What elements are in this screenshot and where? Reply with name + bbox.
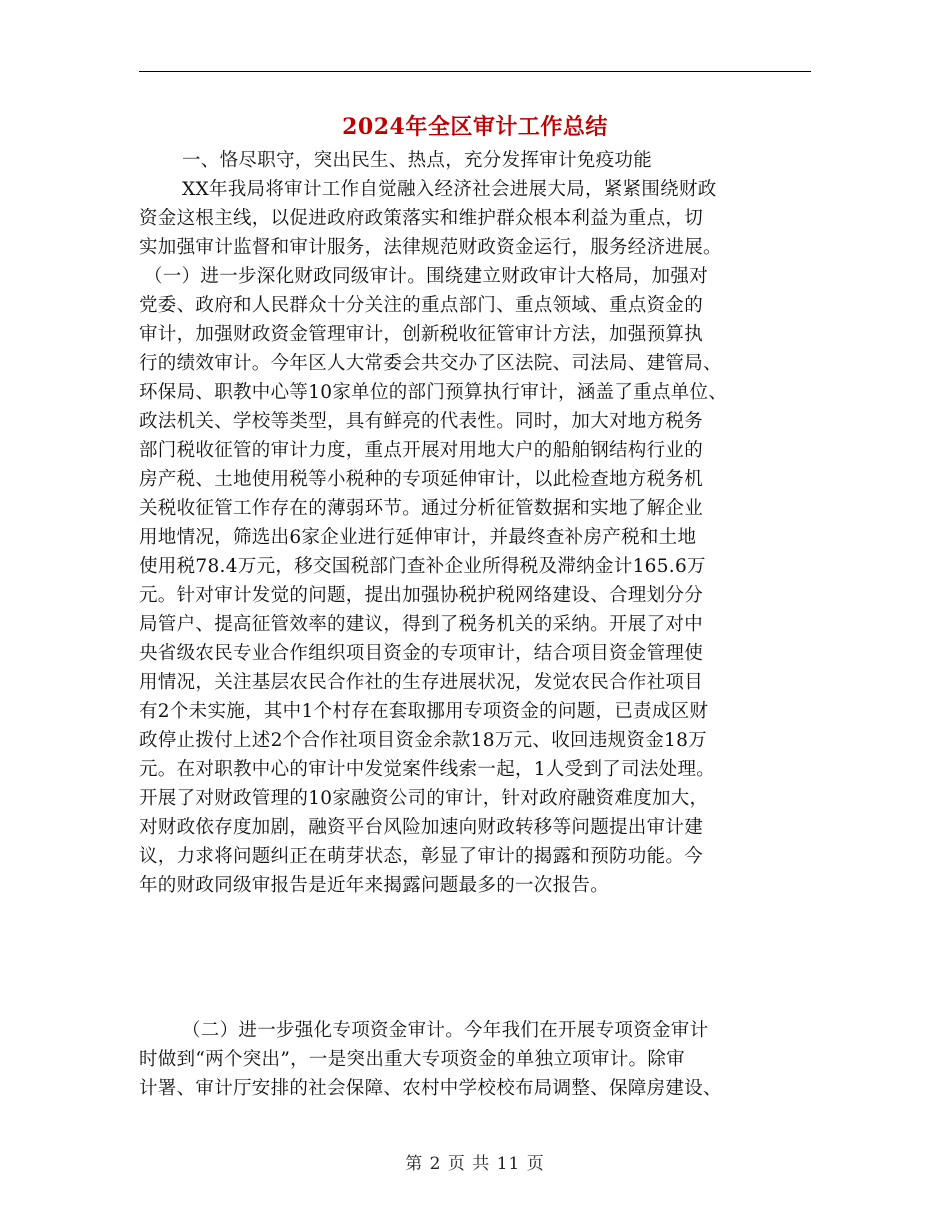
text-line: 部门税收征管的审计力度，重点开展对用地大户的船舶钢结构行业的 — [139, 440, 704, 461]
text-line: 政停止拨付上述2个合作社项目资金余款18万元、收回违规资金18万 — [139, 730, 707, 751]
text-line: （二）进一步强化专项资金审计。今年我们在开展专项资金审计 — [182, 1020, 709, 1041]
text-line: 使用税78.4万元，移交国税部门查补企业所得税及滞纳金计165.6万 — [139, 556, 706, 577]
text-line: 时做到“两个突出”，一是突出重大专项资金的单独立项审计。除审 — [139, 1049, 685, 1070]
text-line: 资金这根主线，以促进政府政策落实和维护群众根本利益为重点，切 — [139, 208, 704, 229]
text-line: 议，力求将问题纠正在萌芽状态，彰显了审计的揭露和预防功能。今 — [139, 846, 704, 867]
text-line: 用情况，关注基层农民合作社的生存进展状况，发觉农民合作社项目 — [139, 672, 704, 693]
text-line: 行的绩效审计。今年区人大常委会共交办了区法院、司法局、建管局、 — [139, 353, 722, 374]
text-line: 对财政依存度加剧，融资平台风险加速向财政转移等问题提出审计建 — [139, 817, 704, 838]
text-line: 房产税、土地使用税等小税种的专项延伸审计，以此检查地方税务机 — [139, 469, 704, 490]
section-1-heading: 一、恪尽职守，突出民生、热点，充分发挥审计免疫功能 — [182, 150, 653, 171]
text-line: 有2个未实施，其中1个村存在套取挪用专项资金的问题，已责成区财 — [139, 701, 709, 722]
text-line: 开展了对财政管理的10家融资公司的审计，针对政府融资难度加大， — [139, 788, 709, 809]
text-line: 元。在对职教中心的审计中发觉案件线索一起，1人受到了司法处理。 — [139, 759, 716, 780]
page-indicator: 第 2 页 共 11 页 — [405, 1154, 545, 1174]
text-line: 用地情况，筛选出6家企业进行延伸审计，并最终查补房产税和土地 — [139, 527, 697, 548]
text-line: 审计，加强财政资金管理审计，创新税收征管审计方法，加强预算执 — [139, 324, 704, 345]
paragraph-1 — [139, 175, 811, 900]
text-line: 年的财政同级审报告是近年来揭露问题最多的一次报告。 — [139, 875, 610, 896]
header-rule — [139, 71, 811, 72]
text-line: 政法机关、学校等类型，具有鲜亮的代表性。同时，加大对地方税务 — [139, 411, 704, 432]
text-line: 关税收征管工作存在的薄弱环节。通过分析征管数据和实地了解企业 — [139, 498, 704, 519]
paragraph-2 — [139, 1016, 811, 1103]
text-line: 计署、审计厅安排的社会保障、农村中学校校布局调整、保障房建设、 — [139, 1078, 722, 1099]
page-footer — [0, 1152, 950, 1176]
text-line: 元。针对审计发觉的问题，提出加强协税护税网络建设、合理划分分 — [139, 585, 704, 606]
text-line: 实加强审计监督和审计服务，法律规范财政资金运行，服务经济进展。 — [139, 237, 722, 258]
section-heading-block — [139, 146, 811, 175]
document-title: 2024年全区审计工作总结 — [342, 114, 608, 140]
text-line: 党委、政府和人民群众十分关注的重点部门、重点领域、重点资金的 — [139, 295, 704, 316]
text-line: 央省级农民专业合作组织项目资金的专项审计，结合项目资金管理使 — [139, 643, 704, 664]
text-line: XX年我局将审计工作自觉融入经济社会进展大局，紧紧围绕财政 — [182, 179, 717, 200]
text-line: 环保局、职教中心等10家单位的部门预算执行审计，涵盖了重点单位、 — [139, 382, 728, 403]
text-line: 局管户、提高征管效率的建议，得到了税务机关的采纳。开展了对中 — [139, 614, 704, 635]
text-line: （一）进一步深化财政同级审计。围绕建立财政审计大格局，加强对 — [144, 266, 709, 287]
